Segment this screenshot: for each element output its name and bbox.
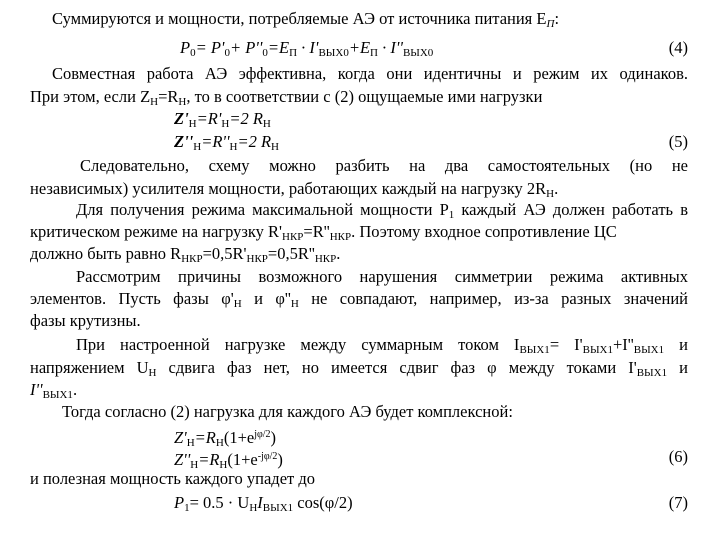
equation-number-6: (6): [668, 447, 688, 466]
text-line-1: Суммируются и мощности, потребляемые АЭ от источника питания $E_П$:: [52, 9, 560, 30]
equation-number-4: (4): [668, 38, 688, 57]
text-line-12: Рассмотрим причины возможного нарушения симметрии режима активных: [76, 267, 688, 286]
text-line-14: фазы крутизны.: [30, 311, 141, 330]
text-line-15: При настроенной нагрузке между суммарным током $I_{ВЫХ1}= I'_{ВЫХ1}+I''_{ВЫХ1}$ и: [76, 335, 688, 356]
equation-number-5: (5): [668, 132, 688, 151]
text-line-11: должно быть равно $R_{НКР}=0,5R'_{НКР}=0,5R''_{НКР}$.: [30, 244, 341, 265]
text-line-7: Следовательно, схему можно разбить на два самостоятельных (но не: [80, 156, 688, 175]
text-line-3: Совместная работа АЭ эффективна, когда они идентичны и режим их одинаков.: [52, 64, 688, 83]
text-line-17: $I''_{ВЫХ1}$.: [30, 380, 78, 401]
text-line-4: При этом, если $Z_Н=R_Н$, то в соответствии с (2) ощущаемые ими нагрузки: [30, 87, 543, 108]
text-line-10: критическом режиме на нагрузку $R'_{НКР}=R''_{НКР}$. Поэтому входное сопротивление ЦС: [30, 222, 617, 243]
text-line-16: напряжением $U_Н$ сдвига фаз нет, но имеется сдвиг фаз φ между токами $I'_{ВЫХ1}$ и: [30, 358, 688, 379]
text-line-18: Тогда согласно (2) нагрузка для каждого АЭ будет комплексной:: [62, 402, 513, 421]
equation-number-7: (7): [668, 493, 688, 512]
text-line-9: Для получения режима максимальной мощности $P_1$ каждый АЭ должен работать в: [76, 200, 688, 221]
text-line-13: элементов. Пусть фазы $\varphi'_Н$ и $\varphi''_Н$ не совпадают, например, из-за разных значений: [30, 289, 688, 310]
text-line-21: и полезная мощность каждого упадет до: [30, 469, 316, 488]
text-line-8: независимых) усилителя мощности, работающих каждый на нагрузку $2R_Н$.: [30, 179, 559, 200]
document-page: Суммируются и мощности, потребляемые АЭ от источника питания $E_П$: $P_0= P'_0+ P''_0=E_П \cdot I'_{ВЫХ0}+E_П \cdot I''_{ВЫХ0}$ (4) Совместная работа АЭ эффективна, когда они идентичны и режим их одинаков. При этом, если $Z_Н=R_Н$, то в соответствии с (2) ощущаемые ими нагрузки $Z'_Н=R'_Н=2$ $R_Н$ $Z''_Н=R''_Н=2$ $R_Н$ (5) Следовательно, схему можно разбить на два самостоятельных (но не независимых) усилителя мощности, работающих каждый на нагрузку $2R_Н$. Для получения режима максимальной мощности $P_1$ каждый АЭ должен работать в критическом режиме на нагрузку $R'_{НКР}=R''_{НКР}$. Поэтому входное сопротивление ЦС должно быть равно $R_{НКР}=0,5R'_{НКР}=0,5R''_{НКР}$. Рассмотрим причины возможного нарушения симметрии режима активных элементов. Пусть фазы $\varphi'_Н$ и $\varphi''_Н$ не совпадают, например, из-за разных значений фазы крутизны. При настроенной нагрузке между суммарным током $I_{ВЫХ1}= I'_{ВЫХ1}+I''_{ВЫХ1}$ и напряжением $U_Н$ сдвига фаз нет, но имеется сдвиг фаз φ между токами $I'_{ВЫХ1}$ и $I''_{ВЫХ1}$. Тогда согласно (2) нагрузка для каждого АЭ будет комплексной: $Z'_Н=R_Н(1+e^{j\varphi/2})$ $Z''_Н=R_Н(1+e^{-j\varphi/2})$ (6) и полезная мощность каждого упадет до $P_1= 0.5 \cdot U_НI_{ВЫХ1}$ cos(φ/2) (7): [0, 0, 720, 540]
